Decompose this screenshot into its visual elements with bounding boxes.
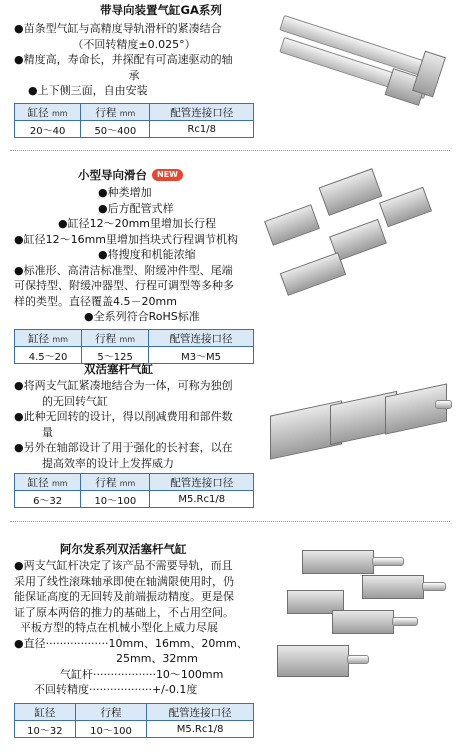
stroke-header: 行程 mm [81, 104, 150, 121]
section-4-description [14, 558, 248, 698]
stroke-value: 10～100 [81, 491, 150, 508]
description-line: 不回转精度··················+/-0.1度 [34, 683, 198, 696]
spec-table [14, 473, 254, 508]
description-line: ●上下侧三面，自由安装 [28, 84, 148, 97]
description-line: 提高效率的设计上发挥威力 [42, 456, 174, 470]
description-line: ●全系列符合RoHS标准 [84, 310, 200, 323]
spec-table [14, 703, 254, 738]
description-line: 采用了线性滚珠轴承即使在轴满限使用时，仍 [14, 574, 234, 588]
port-size-value: Rc1/8 [150, 121, 254, 138]
stroke-header: 行程 mm [81, 474, 150, 491]
description-line: ●此种无回转的设计，得以削减费用和部件数 [14, 410, 233, 423]
port-size-header: 配管连接口径 [147, 704, 254, 721]
bore-value: 10～32 [15, 721, 76, 738]
port-size-header: 配管连接口径 [150, 104, 254, 121]
section-2-description [14, 185, 238, 325]
description-line: 量 [42, 425, 53, 439]
description-line: ●苗条型气缸与高精度导轨滑杆的紧凑结合 [14, 22, 222, 35]
section-divider [10, 150, 450, 151]
stroke-header: 行程 mm [82, 330, 149, 347]
description-line: ●后方配管式样 [98, 201, 174, 215]
description-line: 可保持型、附缓冲器型、行程可调型等多种多 [14, 279, 234, 292]
bore-value: 4.5～20 [15, 347, 82, 364]
description-line: ●缸径12～16mm里增加挡块式行程调节机构 [14, 232, 239, 246]
description-line: 能保证高度的无回转及前端振动精度。更是保 [14, 590, 234, 603]
description-line: 的无回转气缸 [42, 394, 108, 408]
bore-header: 缸径 mm [15, 474, 81, 491]
spec-table [14, 103, 254, 138]
bore-header: 缸径 mm [15, 104, 81, 121]
port-size-value: M5.Rc1/8 [147, 721, 254, 738]
description-line: 气缸杆··················10～100mm [60, 667, 224, 681]
description-line: ●将搜度和机能浓缩 [98, 248, 196, 261]
description-line: ●将两支气缸紧凑地结合为一体，可称为独创 [14, 379, 233, 392]
port-size-value: M5.Rc1/8 [150, 491, 254, 508]
section-divider [10, 521, 450, 522]
product-image [268, 18, 448, 128]
section-1-description [14, 21, 254, 99]
description-line: ●精度高，寿命长，并探配有可高速驱动的轴 [14, 53, 233, 66]
spec-table [14, 329, 254, 364]
bore-header: 缸径 mm [15, 330, 82, 347]
stroke-header: 行程 [75, 704, 146, 721]
bore-value: 6～32 [15, 491, 81, 508]
product-image [270, 388, 455, 468]
bore-value: 20～40 [15, 121, 81, 138]
new-badge: NEW [152, 169, 183, 181]
section-4-title: 阿尔发系列双活塞杆气缸 [60, 542, 187, 556]
description-line: 25mm、32mm [116, 652, 198, 665]
description-line: ●直径··················10mm、16mm、20mm、 [14, 636, 248, 650]
section-1-title: 带导向装置气缸GA系列 [100, 3, 222, 17]
description-line: （不回转精度±0.025°） [72, 37, 196, 51]
port-size-header: 配管连接口径 [150, 474, 254, 491]
description-line: ●种类增加 [98, 186, 152, 199]
description-line: 平板方型的特点在机械小型化上威力尽展 [20, 621, 218, 634]
port-size-header: 配管连接口径 [149, 330, 254, 347]
description-line: ●缸径12～20mm里增加长行程 [58, 217, 217, 230]
stroke-value: 5～125 [82, 347, 149, 364]
port-size-value: M3～M5 [149, 347, 254, 364]
section-3-title: 双活塞杆气缸 [84, 362, 153, 376]
description-line: ●标准形、高清洁标准型、附缓冲件型、尾端 [14, 263, 233, 277]
product-image [262, 172, 452, 292]
description-line: ●两支气缸杆决定了该产品不需要导轨，而且 [14, 559, 233, 572]
stroke-value: 50～400 [81, 121, 150, 138]
section-2-title: 小型导向滑台 NEW [78, 167, 183, 183]
description-line: 样的类型。直径覆盖4.5－20mm [14, 294, 177, 308]
bore-header: 缸径 [15, 704, 76, 721]
description-line: 证了原本两倍的推力的基础上，不占用空间。 [14, 605, 234, 619]
description-line: 承 [128, 68, 140, 82]
description-line: ●另外在轴部设计了用于强化的长衬套，以在 [14, 441, 233, 454]
stroke-value: 10～100 [75, 721, 146, 738]
product-image [272, 545, 452, 695]
section-3-description [14, 378, 233, 471]
